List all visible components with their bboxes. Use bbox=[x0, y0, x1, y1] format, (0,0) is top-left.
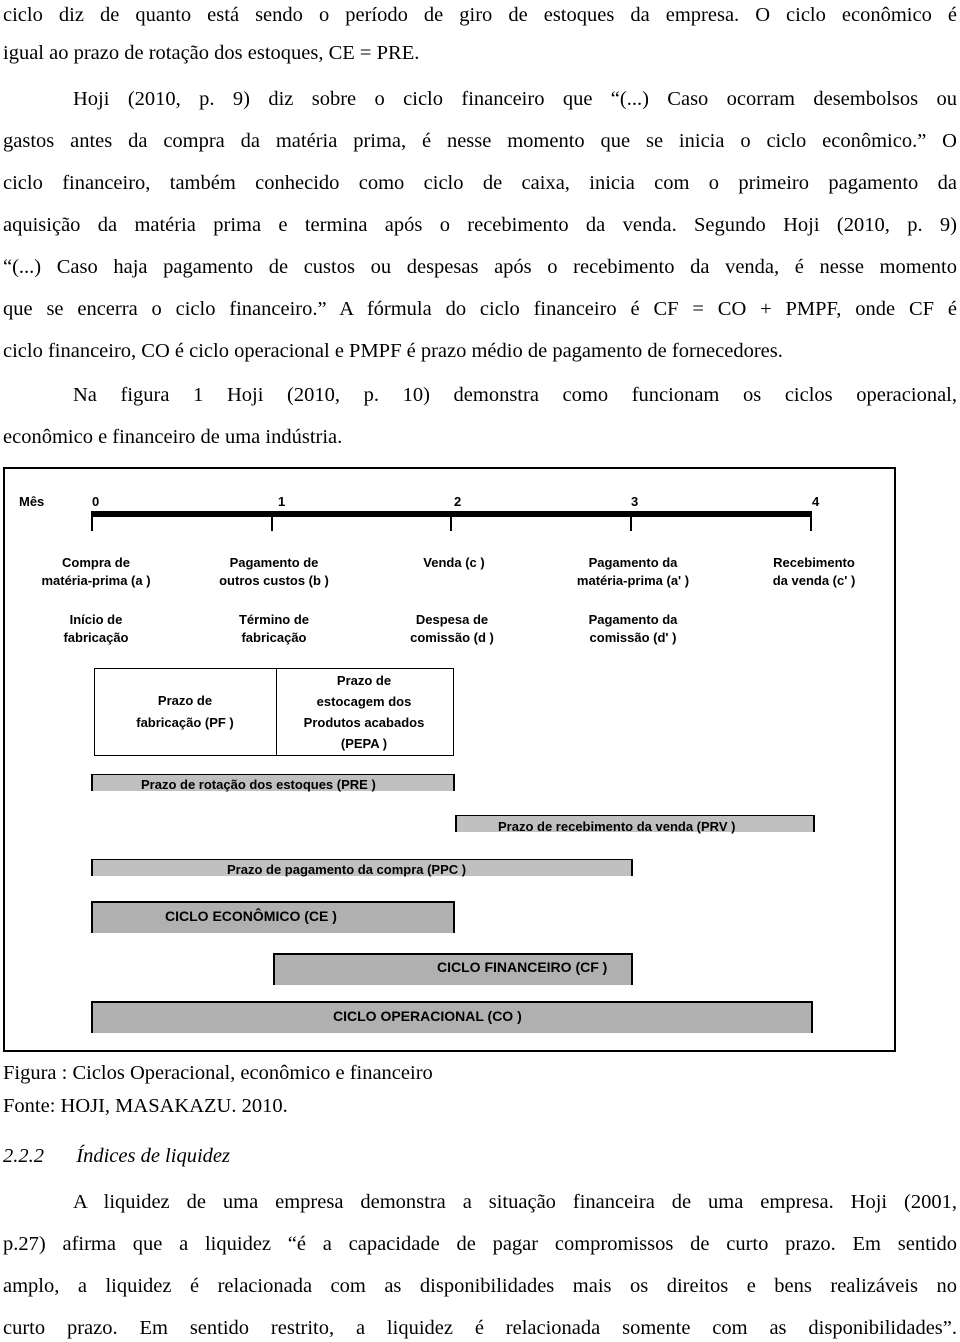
pepa-label: estocagem dos bbox=[316, 694, 412, 709]
section-number: 2.2.2 bbox=[3, 1145, 44, 1167]
text-line: econômico e financeiro de uma indústria. bbox=[3, 426, 343, 448]
pepa-label: Prazo de bbox=[336, 673, 392, 688]
cf-label: CICLO FINANCEIRO (CF ) bbox=[437, 959, 608, 975]
text-line: curto prazo. Em sentido restrito, a liquidez é relacionada somente com as disponibilidades”. bbox=[3, 1317, 957, 1339]
timeline bbox=[91, 511, 812, 531]
text-line: ciclo financeiro, CO é ciclo operacional e PMPF é prazo médio de pagamento de fornecedores. bbox=[3, 340, 783, 362]
month-label: 4 bbox=[812, 494, 820, 509]
section-heading bbox=[3, 1143, 230, 1169]
figure-caption: Figura : Ciclos Operacional, econômico e financeiro bbox=[3, 1062, 433, 1084]
text-line: ciclo financeiro, também conhecido como ciclo de caixa, inicia com o primeiro pagamento da bbox=[3, 172, 957, 194]
month-axis-label: Mês bbox=[19, 494, 45, 509]
ppc-label: Prazo de pagamento da compra (PPC ) bbox=[227, 862, 467, 877]
month-label: 2 bbox=[454, 494, 462, 509]
co-label: CICLO OPERACIONAL (CO ) bbox=[333, 1008, 522, 1024]
text-line: aquisição da matéria prima e termina após o recebimento da venda. Segundo Hoji (2010, p. 9) bbox=[3, 214, 957, 236]
pf-label: Prazo de bbox=[157, 693, 213, 708]
month-label: 0 bbox=[92, 494, 100, 509]
text-line: Hoji (2010, p. 9) diz sobre o ciclo financeiro que “(...) Caso ocorram desembolsos ou bbox=[73, 88, 957, 110]
pf-label: fabricação (PF ) bbox=[136, 715, 234, 730]
month-label: 3 bbox=[631, 494, 639, 509]
text-line: Na figura 1 Hoji (2010, p. 10) demonstra como funcionam os ciclos operacional, bbox=[73, 384, 957, 406]
text-line: amplo, a liquidez é relacionada com as disponibilidades mais os direitos e bens realizáveis no bbox=[3, 1275, 957, 1297]
text-line: A liquidez de uma empresa demonstra a situação financeira de uma empresa. Hoji (2001, bbox=[73, 1191, 957, 1213]
pre-label: Prazo de rotação dos estoques (PRE ) bbox=[141, 777, 376, 792]
figure-source: Fonte: HOJI, MASAKAZU. 2010. bbox=[3, 1095, 288, 1117]
pepa-label: Produtos acabados bbox=[303, 715, 425, 730]
ce-label: CICLO ECONÔMICO (CE ) bbox=[165, 908, 337, 924]
pepa-label: (PEPA ) bbox=[340, 736, 388, 751]
text-line: “(...) Caso haja pagamento de custos ou despesas após o recebimento da venda, é nesse momento bbox=[3, 256, 957, 278]
prv-label: Prazo de recebimento da venda (PRV ) bbox=[498, 819, 736, 834]
text-line: gastos antes da compra da matéria prima, é nesse momento que se inicia o ciclo econômico.” O bbox=[3, 130, 957, 152]
month-label: 1 bbox=[278, 494, 286, 509]
cycle-diagram: Mês 0 1 2 3 4 Compra de matéria-prima (a ) Pagamento de outros custos (b ) Venda (c ) Pagamento da matéria-prima (a' ) Recebimento da venda (c' ) Início de fabricação Término de fabricação Despesa de comissão (d ) Pagamento da comissão (d' ) Prazo de fabricação (PF ) Prazo de estocagem dos Produtos acabados (PEPA ) Prazo de rotação dos estoques (PRE ) Prazo de recebimento da venda (PRV ) Prazo de pagamento da compra (PPC ) CICLO ECONÔMICO (CE ) CICLO FINANCEIRO (CF ) CICLO OPERACIONAL (CO ) bbox=[3, 467, 896, 1052]
text-line: igual ao prazo de rotação dos estoques, CE = PRE. bbox=[3, 42, 420, 64]
text-line: p.27) afirma que a liquidez “é a capacidade de pagar compromissos de curto prazo. Em sentido bbox=[3, 1233, 957, 1255]
text-line: ciclo diz de quanto está sendo o período de giro de estoques da empresa. O ciclo econômico é bbox=[3, 4, 957, 26]
text-line: que se encerra o ciclo financeiro.” A fórmula do ciclo financeiro é CF = CO + PMPF, onde CF é bbox=[3, 298, 957, 320]
section-title: Índices de liquidez bbox=[76, 1145, 230, 1167]
